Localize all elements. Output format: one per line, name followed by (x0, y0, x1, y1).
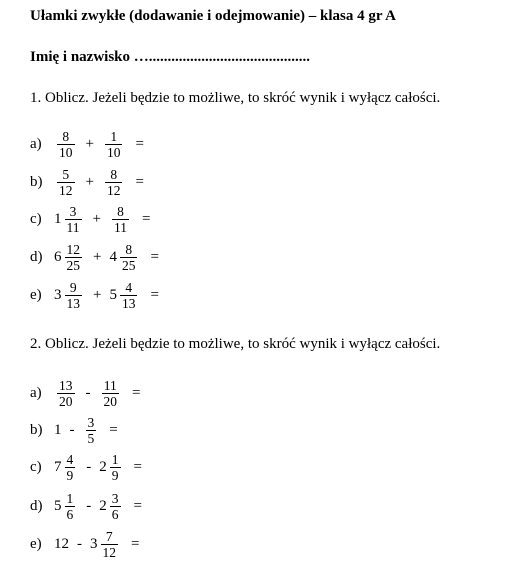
exercise-2d (30, 486, 142, 526)
first-fraction (57, 167, 75, 198)
first-fraction (65, 242, 83, 273)
first-whole: 3 (54, 286, 62, 303)
second-denominator: 5 (87, 430, 95, 446)
first-fraction (57, 378, 75, 409)
exercise-2e (30, 524, 139, 564)
first-denominator: 13 (66, 295, 80, 311)
first-fraction (65, 204, 82, 235)
equals-sign: = (141, 210, 151, 227)
second-numerator: 3 (87, 414, 95, 430)
second-fraction (120, 280, 138, 311)
first-fraction (65, 280, 83, 311)
exercise-1b (30, 162, 144, 202)
exercise-label: c) (30, 210, 42, 227)
second-number (83, 415, 100, 446)
second-number (109, 204, 132, 235)
first-number (54, 280, 85, 311)
first-denominator: 10 (59, 144, 73, 160)
task-1-instruction: 1. Oblicz. Jeżeli będzie to możliwe, to skróć wynik i wyłącz całości. (30, 90, 441, 106)
second-fraction (86, 415, 97, 446)
first-numerator: 5 (62, 166, 70, 182)
first-number (54, 536, 69, 553)
first-whole: 1 (54, 421, 62, 438)
second-whole: 3 (90, 535, 98, 552)
second-number (109, 280, 140, 311)
exercise-label: d) (30, 248, 43, 265)
second-number (99, 378, 123, 409)
second-denominator: 13 (121, 295, 136, 311)
first-denominator: 20 (59, 393, 73, 409)
second-whole: 2 (99, 458, 107, 475)
exercise-label: c) (30, 458, 42, 475)
equals-sign: = (133, 458, 142, 475)
second-fraction (110, 452, 121, 483)
first-number (54, 491, 78, 522)
exercise-label: e) (30, 286, 42, 303)
second-denominator: 12 (106, 182, 121, 198)
first-number (54, 204, 85, 235)
exercise-1e (30, 275, 159, 315)
second-numerator: 11 (103, 377, 117, 393)
exercise-1c (30, 199, 150, 239)
exercise-label: e) (30, 535, 42, 552)
exercise-1a (30, 124, 144, 164)
first-whole: 5 (54, 497, 62, 514)
operator: + (85, 135, 94, 152)
equals-sign: = (131, 535, 140, 552)
first-denominator: 25 (66, 257, 80, 273)
first-number (54, 452, 78, 483)
second-denominator: 9 (111, 467, 119, 483)
second-numerator: 7 (105, 528, 113, 544)
second-fraction (102, 378, 120, 409)
first-whole: 6 (54, 248, 62, 265)
second-whole: 2 (99, 497, 107, 514)
second-numerator: 3 (111, 490, 119, 506)
first-denominator: 9 (66, 467, 74, 483)
operator: + (93, 248, 102, 265)
first-denominator: 11 (66, 219, 80, 235)
first-numerator: 1 (66, 490, 74, 506)
first-number (54, 422, 62, 439)
equals-sign: = (133, 497, 142, 514)
exercise-label: d) (30, 497, 43, 514)
second-numerator: 8 (117, 203, 124, 219)
first-numerator: 3 (69, 203, 77, 219)
exercise-2a (30, 373, 140, 413)
second-numerator: 1 (111, 451, 119, 467)
first-numerator: 9 (69, 279, 77, 295)
exercise-2b (30, 410, 118, 450)
second-fraction (105, 129, 123, 160)
operator: - (77, 535, 82, 552)
first-fraction (57, 129, 75, 160)
operator: + (85, 173, 94, 190)
first-number (54, 129, 78, 160)
equals-sign: = (109, 421, 118, 438)
equals-sign: = (132, 384, 141, 401)
first-number (54, 378, 78, 409)
exercise-label: a) (30, 384, 42, 401)
second-number (99, 491, 123, 522)
second-denominator: 12 (102, 544, 116, 560)
first-numerator: 12 (66, 241, 80, 257)
second-whole: 5 (109, 286, 117, 303)
second-numerator: 8 (125, 241, 133, 257)
second-number (102, 167, 126, 198)
first-numerator: 13 (59, 377, 73, 393)
equals-sign: = (135, 173, 144, 190)
second-number (99, 452, 123, 483)
second-denominator: 25 (121, 257, 136, 273)
second-numerator: 4 (125, 279, 133, 295)
first-denominator: 6 (66, 506, 74, 522)
second-denominator: 10 (106, 144, 121, 160)
second-denominator: 6 (111, 506, 119, 522)
second-fraction (112, 204, 129, 235)
name-line: Imię i nazwisko …........................................... (30, 49, 311, 65)
exercise-label: b) (30, 173, 43, 190)
first-whole: 12 (54, 535, 69, 552)
operator: + (92, 210, 101, 227)
equals-sign: = (150, 248, 159, 265)
second-number (90, 529, 121, 560)
exercise-label: b) (30, 421, 43, 438)
operator: - (86, 497, 92, 514)
first-fraction (65, 452, 76, 483)
exercise-1d (30, 237, 159, 277)
second-whole: 4 (109, 248, 117, 265)
second-fraction (105, 167, 123, 198)
first-whole: 7 (54, 458, 62, 475)
exercise-2c (30, 447, 142, 487)
operator: - (69, 421, 75, 438)
first-numerator: 4 (66, 451, 74, 467)
operator: - (85, 384, 91, 401)
equals-sign: = (150, 286, 159, 303)
second-denominator: 20 (103, 393, 117, 409)
second-numerator: 1 (110, 128, 118, 144)
operator: + (93, 286, 102, 303)
second-numerator: 8 (110, 166, 118, 182)
first-whole: 1 (54, 210, 62, 227)
worksheet-title: Ułamki zwykłe (dodawanie i odejmowanie) – klasa 4 gr A (30, 8, 396, 24)
task-2-instruction: 2. Oblicz. Jeżeli będzie to możliwe, to skróć wynik i wyłącz całości. (30, 336, 441, 352)
first-numerator: 8 (62, 128, 70, 144)
second-number (109, 242, 140, 273)
equals-sign: = (135, 135, 144, 152)
exercise-label: a) (30, 135, 42, 152)
second-number (102, 129, 126, 160)
second-denominator: 11 (113, 219, 127, 235)
first-number (54, 242, 85, 273)
first-fraction (65, 491, 76, 522)
operator: - (86, 458, 92, 475)
second-fraction (110, 491, 121, 522)
second-fraction (101, 529, 119, 560)
first-denominator: 12 (59, 182, 73, 198)
second-fraction (120, 242, 138, 273)
first-number (54, 167, 78, 198)
